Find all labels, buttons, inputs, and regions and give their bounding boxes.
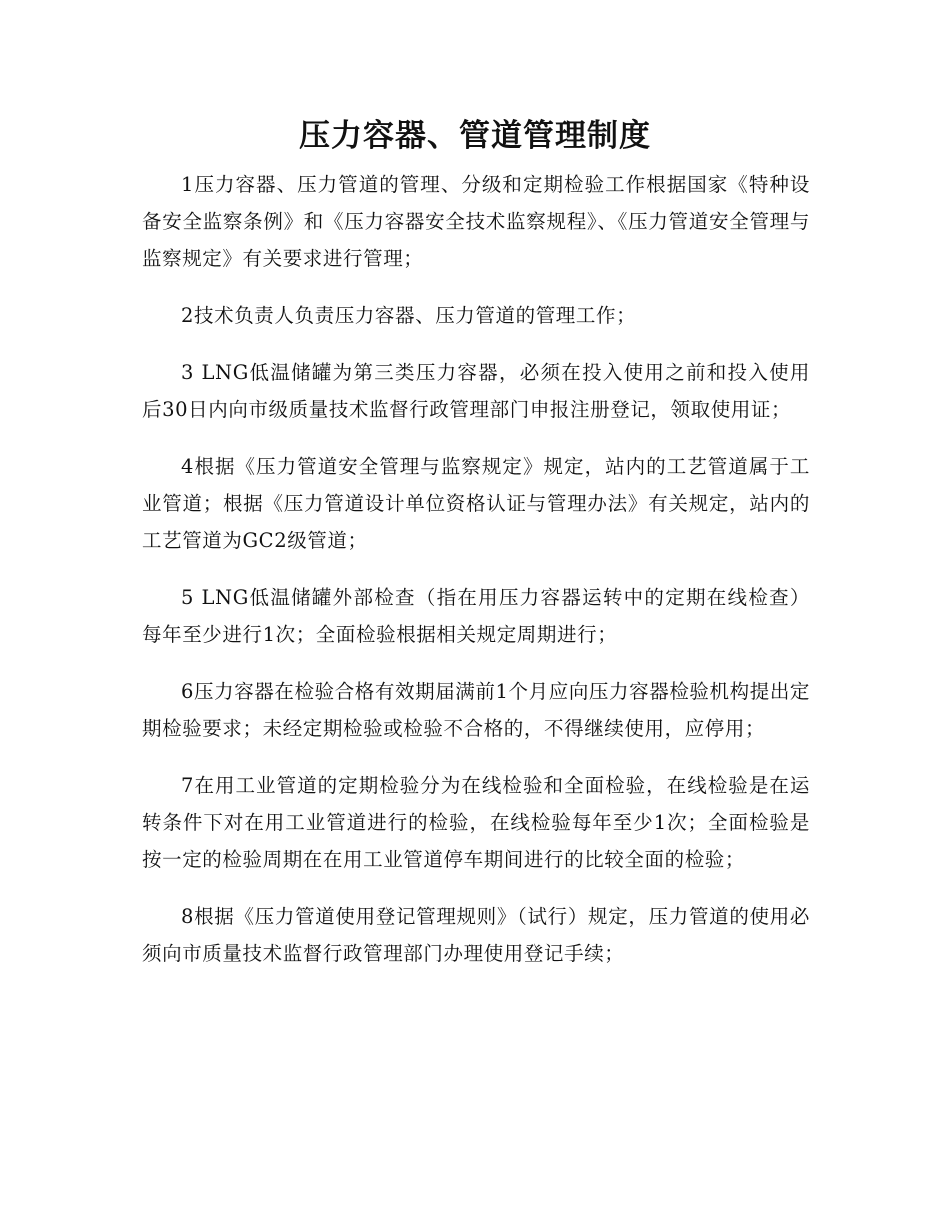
paragraph-6: 6压力容器在检验合格有效期届满前1个月应向压力容器检验机构提出定期检验要求；未经定期检验或检验不合格的，不得继续使用，应停用；: [142, 680, 811, 740]
paragraph-4: 4根据《压力管道安全管理与监察规定》规定，站内的工艺管道属于工业管道；根据《压力管道设计单位资格认证与管理办法》有关规定，站内的工艺管道为GC2级管道；: [142, 455, 810, 552]
paragraph-2: 2技术负责人负责压力容器、压力管道的管理工作；: [181, 304, 637, 327]
paragraph-8: 8根据《压力管道使用登记管理规则》（试行）规定，压力管道的使用必须向市质量技术监督行政管理部门办理使用登记手续；: [142, 905, 810, 965]
paragraph-7: 7在用工业管道的定期检验分为在线检验和全面检验，在线检验是在运转条件下对在用工业管道进行的检验，在线检验每年至少1次；全面检验是按一定的检验周期在在用工业管道停车期间进行的比较全面的检验；: [142, 774, 810, 871]
document-title: 压力容器、管道管理制度: [299, 118, 651, 154]
document-body: [142, 166, 810, 992]
paragraph-3: 3 LNG低温储罐为第三类压力容器，必须在投入使用之前和投入使用后30日内向市级质量技术监督行政管理部门申报注册登记，领取使用证；: [142, 361, 810, 421]
paragraph-1: 1压力容器、压力管道的管理、分级和定期检验工作根据国家《特种设备安全监察条例》和《压力容器安全技术监察规程》、《压力管道安全管理与监察规定》有关要求进行管理；: [142, 173, 810, 270]
paragraph-5: 5 LNG低温储罐外部检查（指在用压力容器运转中的定期在线检查）每年至少进行1次；全面检验根据相关规定周期进行；: [142, 586, 810, 646]
